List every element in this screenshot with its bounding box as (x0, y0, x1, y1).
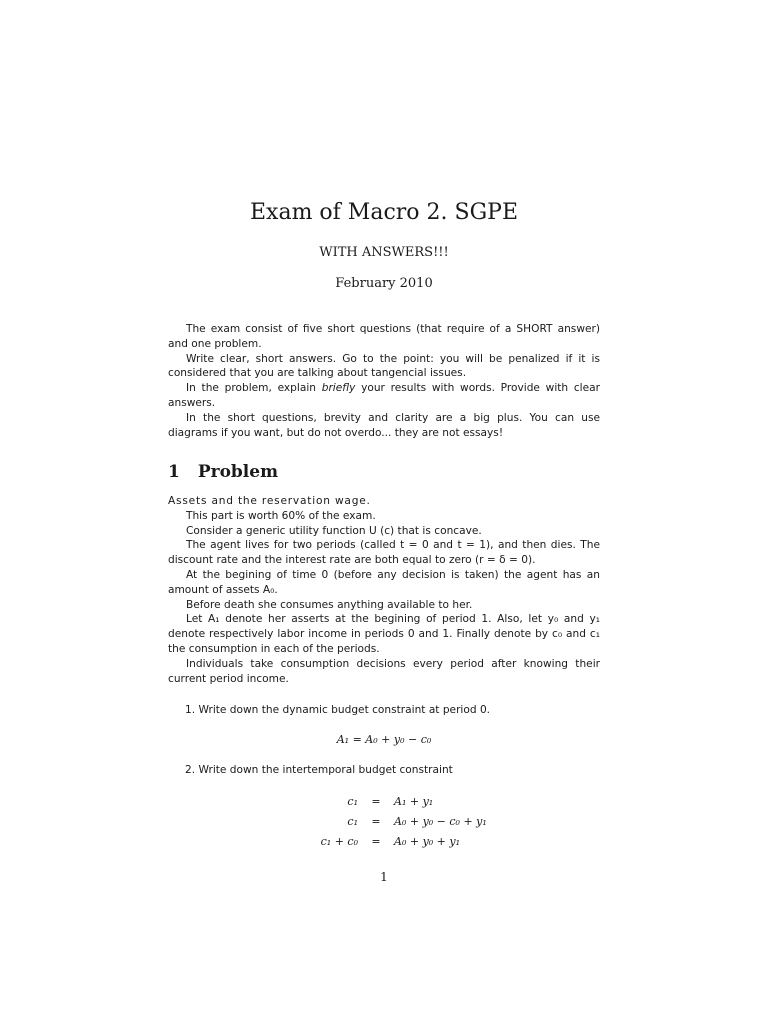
equation-rhs: A₀ + y₀ + y₁ (394, 834, 461, 848)
document-date: February 2010 (335, 276, 433, 291)
intro-paragraph: The exam consist of five short questions (that require of a SHORT answer) and one problem. (168, 323, 600, 350)
section-heading (168, 462, 278, 482)
problem-paragraph: Individuals take consumption decisions every period after knowing their current period income. (168, 657, 600, 685)
problem-paragraph: Consider a generic utility function U (c) that is concave. (186, 524, 482, 537)
equation-lhs: c₁ (347, 814, 358, 828)
equation-operator: = (371, 814, 381, 828)
equation-row (300, 811, 487, 831)
page-number: 1 (380, 870, 388, 884)
equation-rhs: A₁ + y₁ (394, 794, 434, 808)
section-title: Problem (197, 462, 279, 482)
equation-lhs: c₁ + c₀ (320, 834, 358, 848)
section-number: 1 (168, 462, 180, 482)
intro-paragraph: In the short questions, brevity and clarity are a big plus. You can use diagrams if you want, but do not overdo... they are not essays! (168, 411, 600, 439)
question-2-label: 2. Write down the intertemporal budget constraint (185, 764, 453, 776)
problem-paragraph: This part is worth 60% of the exam. (186, 509, 376, 522)
problem-section (168, 494, 600, 686)
equation-operator: = (371, 794, 381, 808)
equation-rhs: A₀ + y₀ − c₀ + y₁ (394, 814, 487, 828)
question-2-equations (300, 791, 487, 851)
problem-paragraph: Before death she consumes anything available to her. (186, 598, 473, 611)
intro-paragraph: In the problem, explain briefly your results with words. Provide with clear answers. (168, 382, 600, 409)
problem-heading: Assets and the reservation wage. (168, 495, 371, 507)
equation-row (300, 831, 487, 851)
equation-operator: = (371, 834, 381, 848)
problem-paragraph: Let A₁ denote her asserts at the begining of period 1. Also, let y₀ and y₁ denote respectively labor income in periods 0 and 1. Finally denote by c₀ and c₁ the consumption in each of the periods. (168, 613, 600, 655)
document-subtitle: WITH ANSWERS!!! (319, 245, 449, 260)
question-1-equation: A₁ = A₀ + y₀ − c₀ (336, 733, 432, 746)
intro-paragraph: Write clear, short answers. Go to the point: you will be penalized if it is considered that you are talking about tangencial issues. (168, 352, 600, 380)
problem-paragraph: At the begining of time 0 (before any decision is taken) the agent has an amount of assets A₀. (168, 568, 600, 596)
emphasis-text: briefly (321, 382, 356, 395)
intro-section (168, 322, 600, 440)
equation-lhs: c₁ (347, 794, 358, 808)
problem-paragraph: The agent lives for two periods (called t = 0 and t = 1), and then dies. The discount rate and the interest rate are both equal to zero (r = δ = 0). (168, 539, 600, 567)
equation-row (300, 791, 487, 811)
question-1-label: 1. Write down the dynamic budget constraint at period 0. (185, 704, 491, 716)
document-title: Exam of Macro 2. SGPE (249, 200, 519, 225)
